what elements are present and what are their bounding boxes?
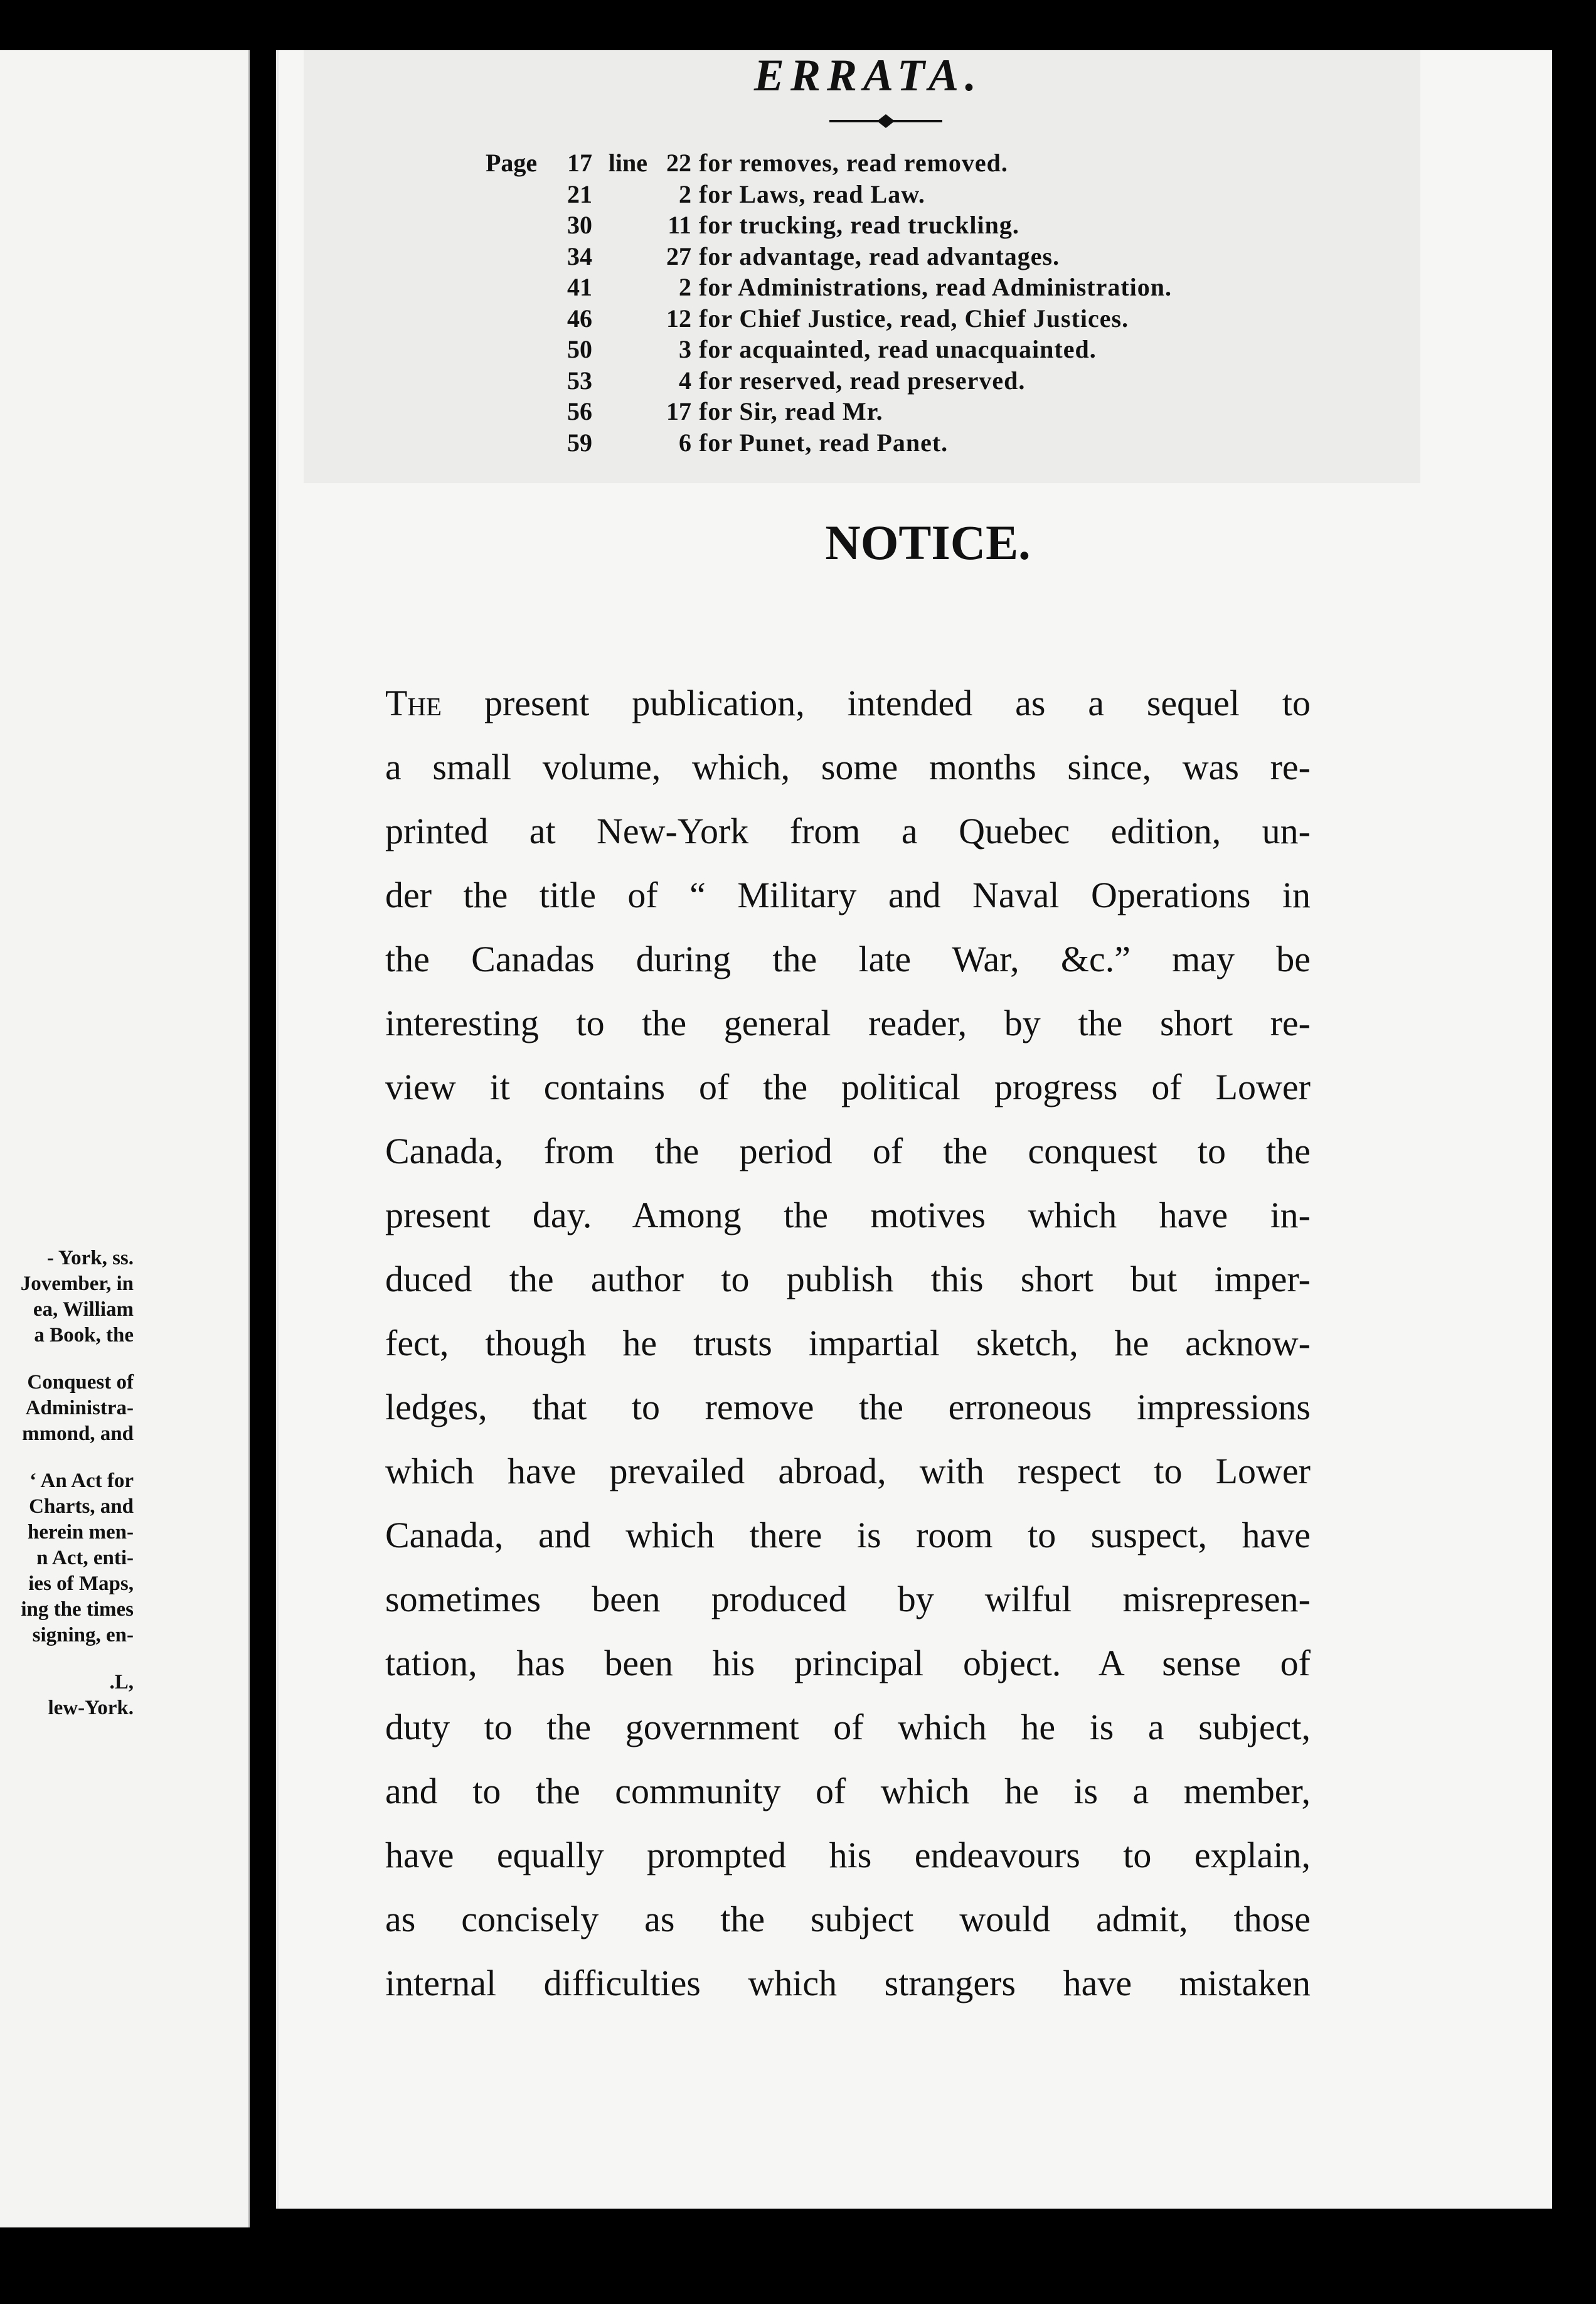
ornament-rule-icon	[829, 113, 942, 129]
errata-row	[486, 365, 1172, 397]
notice-line	[385, 671, 1311, 735]
errata-page: 59	[567, 428, 592, 457]
fragment-line: mmond, and	[22, 1422, 134, 1445]
notice-line: Canada, and which there is room to suspect, have	[385, 1515, 1311, 1555]
errata-page-label-empty	[486, 334, 548, 365]
errata-page: 34	[567, 242, 592, 270]
errata-correction: for removes, read removed.	[699, 149, 1008, 177]
errata-row	[486, 427, 1172, 459]
errata-page-label-empty	[486, 272, 548, 303]
errata-page-label-empty	[486, 396, 548, 427]
notice-line: which have prevailed abroad, with respect to Lower	[385, 1451, 1311, 1491]
errata-line-label-empty	[592, 365, 647, 397]
errata-page-label-empty	[486, 365, 548, 397]
errata-page: 41	[567, 273, 592, 301]
notice-line: sometimes been produced by wilful misrepresen-	[385, 1579, 1311, 1619]
fragment-line: ies of Maps,	[28, 1572, 134, 1595]
notice-line: the Canadas during the late War, &c.” may be	[385, 939, 1311, 979]
errata-line-label-empty	[592, 179, 647, 210]
errata-correction: for acquainted, read unacquainted.	[699, 335, 1097, 363]
errata-correction: for Sir, read Mr.	[699, 397, 883, 425]
errata-correction: for Laws, read Law.	[699, 179, 925, 208]
notice-line: present day. Among the motives which have in-	[385, 1195, 1311, 1235]
errata-line: 11	[668, 211, 691, 239]
fragment-line: ‘ An Act for	[29, 1469, 134, 1492]
errata-table	[486, 147, 1172, 458]
errata-row	[486, 210, 1172, 241]
fragment-line: signing, en-	[32, 1624, 134, 1646]
fragment-line: Administra-	[25, 1397, 134, 1419]
errata-page-label-empty	[486, 303, 548, 334]
errata-row	[486, 241, 1172, 272]
errata-page-label-empty	[486, 179, 548, 210]
errata-correction: for advantage, read advantages.	[699, 242, 1060, 270]
notice-line: duced the author to publish this short but imper-	[385, 1259, 1311, 1299]
errata-correction: for Administrations, read Administration.	[699, 273, 1173, 301]
errata-page: 53	[567, 366, 592, 395]
errata-line-label-empty	[592, 334, 647, 365]
errata-line-label-empty	[592, 427, 647, 459]
errata-line: 22	[666, 149, 691, 177]
fragment-line: ea, William	[33, 1298, 134, 1321]
errata-line-label-empty	[592, 210, 647, 241]
main-page	[276, 50, 1552, 2209]
errata-row	[486, 147, 1172, 179]
errata-line: 17	[666, 397, 691, 425]
errata-correction: for reserved, read preserved.	[699, 366, 1026, 395]
notice-line: Canada, from the period of the conquest to the	[385, 1131, 1311, 1171]
fragment-line: Jovember, in	[20, 1272, 134, 1295]
errata-correction: for trucking, read truckling.	[699, 211, 1019, 239]
errata-page: 21	[567, 179, 592, 208]
fragment-line: herein men-	[28, 1521, 134, 1544]
notice-line: a small volume, which, some months since, was re-	[385, 747, 1311, 787]
notice-line: duty to the government of which he is a subject,	[385, 1707, 1311, 1747]
fragment-line: .L,	[109, 1671, 134, 1693]
errata-line: 12	[666, 304, 691, 333]
errata-line: 27	[666, 242, 691, 270]
fragment-line: Conquest of	[27, 1371, 134, 1394]
notice-first-word: The	[385, 683, 442, 723]
errata-line-label-empty	[592, 396, 647, 427]
errata-line: 4	[679, 366, 691, 395]
errata-correction: for Punet, read Panet.	[699, 428, 949, 457]
errata-line: 2	[679, 273, 691, 301]
errata-title: ERRATA.	[753, 50, 983, 100]
errata-line: 3	[679, 335, 691, 363]
fragment-line: ing the times	[21, 1598, 134, 1621]
copyright-fragment	[0, 1245, 248, 1721]
fragment-gap	[0, 1447, 248, 1468]
errata-page-label: Page	[486, 149, 538, 177]
notice-line: printed at New-York from a Quebec edition, un-	[385, 811, 1311, 851]
facing-page	[0, 50, 250, 2227]
errata-page: 17	[567, 149, 592, 177]
fragment-line: Charts, and	[29, 1495, 134, 1518]
errata-page-label-empty	[486, 210, 548, 241]
errata-page: 46	[567, 304, 592, 333]
notice-line: fect, though he trusts impartial sketch, he acknow-	[385, 1323, 1311, 1363]
errata-line: 2	[679, 179, 691, 208]
errata-page-label-empty	[486, 241, 548, 272]
errata-row	[486, 272, 1172, 303]
notice-line: have equally prompted his endeavours to explain,	[385, 1835, 1311, 1875]
errata-line-label-empty	[592, 303, 647, 334]
errata-row	[486, 396, 1172, 427]
notice-line: ledges, that to remove the erroneous impressions	[385, 1387, 1311, 1427]
notice-line: internal difficulties which strangers have mistaken	[385, 1963, 1311, 2003]
errata-page: 30	[567, 211, 592, 239]
notice-line: der the title of “ Military and Naval Operations in	[385, 875, 1311, 915]
errata-line-label: line	[608, 149, 647, 177]
fragment-gap	[0, 1648, 248, 1670]
notice-line-text: present publication, intended as a sequel to	[442, 683, 1311, 723]
errata-row	[486, 334, 1172, 365]
errata-row	[486, 303, 1172, 334]
fragment-line: n Act, enti-	[36, 1547, 134, 1569]
errata-page-label-empty	[486, 427, 548, 459]
errata-line-label-empty	[592, 272, 647, 303]
notice-heading: NOTICE.	[825, 515, 1031, 570]
notice-line: view it contains of the political progress of Lower	[385, 1067, 1311, 1107]
notice-line: tation, has been his principal object. A sense of	[385, 1643, 1311, 1683]
fragment-gap	[0, 1348, 248, 1370]
fragment-line: - York, ss.	[46, 1247, 134, 1269]
errata-correction: for Chief Justice, read, Chief Justices.	[699, 304, 1129, 333]
fragment-line: a Book, the	[34, 1324, 134, 1347]
errata-line: 6	[679, 428, 691, 457]
fragment-line: lew-York.	[48, 1697, 134, 1719]
errata-slip	[304, 50, 1420, 483]
notice-line: interesting to the general reader, by the short re-	[385, 1003, 1311, 1043]
notice-body	[385, 671, 1311, 2015]
errata-row	[486, 179, 1172, 210]
errata-page: 56	[567, 397, 592, 425]
errata-line-label-empty	[592, 241, 647, 272]
notice-line: and to the community of which he is a member,	[385, 1771, 1311, 1811]
notice-line: as concisely as the subject would admit, those	[385, 1899, 1311, 1939]
errata-page: 50	[567, 335, 592, 363]
